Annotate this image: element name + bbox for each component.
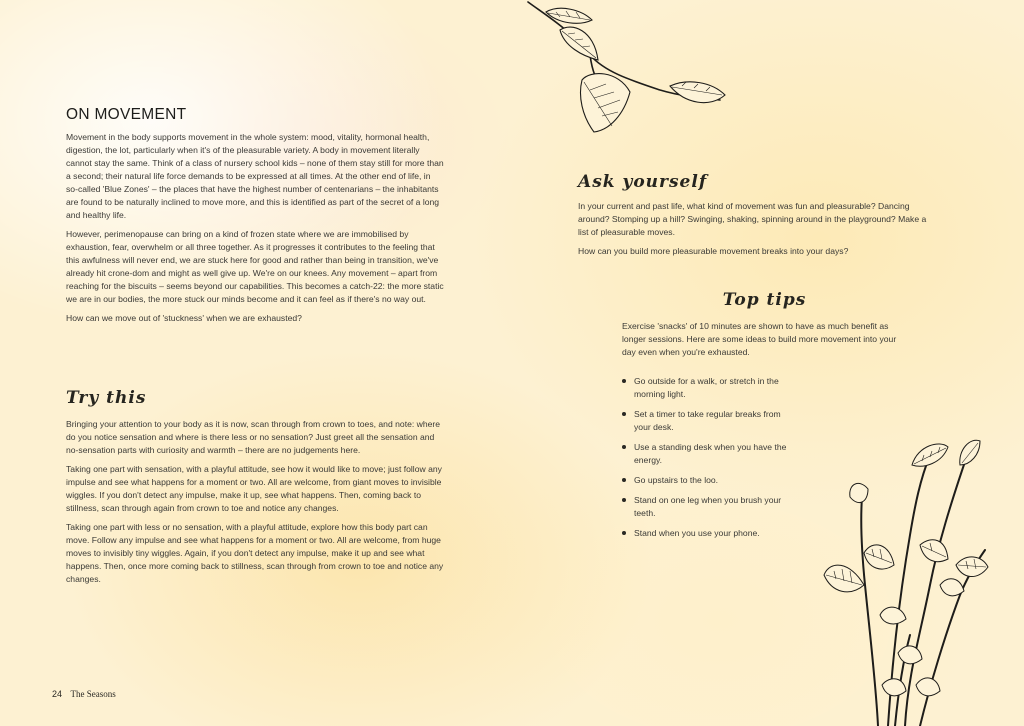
ask-yourself-heading: Ask yourself bbox=[578, 172, 708, 192]
paragraph: How can we move out of 'stuckness' when we are exhausted? bbox=[66, 313, 302, 323]
page-footer bbox=[52, 689, 116, 699]
list-item: Set a timer to take regular breaks from your desk. bbox=[622, 408, 797, 434]
paragraph: However, perimenopause can bring on a kind of frozen state where we are immobilised by exhaustion, fear, overwhelm or all three together. As it progresses it contributes to the feeling that this awfulness will never end, we are stuck here for good and rather than being in transition, we've already hit crone-dom and might as well give up. We're on our knees. Any movement – apart from reaching for the biscuits – seems beyond our capabilities. This becomes a catch-22: the more static we are in our bodies, the more stuck our minds become and it can feel as if there's no way out. bbox=[66, 229, 444, 304]
paragraph: How can you build more pleasurable movement breaks into your days? bbox=[578, 246, 849, 256]
paragraph: Taking one part with less or no sensation, with a playful attitude, explore how this body part can move. Follow any impulse and see what happens for a moment or two. All are welcome, from huge moves to invisibly tiny wiggles. Again, if you don't detect any impulse, make it up and see what happens. Then, once more coming back to stillness, scan through from crown to toe and notice any changes. bbox=[66, 522, 444, 584]
leaf-branch-illustration bbox=[520, 0, 735, 135]
paragraph: Taking one part with sensation, with a playful attitude, see how it would like to move; just follow any impulse and see what happens for a moment or two. All are welcome, from giant moves to invisible wiggles. If you don't detect any impulse, make it up, see what happens. Then, coming back to stillness, scan through again from crown to toe and notice any changes. bbox=[66, 464, 442, 513]
intro-text bbox=[66, 131, 444, 331]
list-item: Go upstairs to the loo. bbox=[622, 474, 797, 487]
ask-yourself-section bbox=[578, 172, 928, 264]
bullet-icon bbox=[622, 498, 626, 502]
top-tips-intro: Exercise 'snacks' of 10 minutes are shown to have as much benefit as longer sessions. Here are some ideas to build more movement into your day even when you're exhausted. bbox=[622, 321, 897, 357]
paragraph: In your current and past life, what kind of movement was fun and pleasurable? Dancing around? Stomping up a hill? Swinging, shaking, spinning around in the playground? Make a list of pleasurable moves. bbox=[578, 201, 927, 237]
paragraph: Bringing your attention to your body as it is now, scan through from crown to toes, and note: where do you notice sensation and where is there less or no sensation? Just greet all the sensation and no-sensation parts with curiosity and warmth – there are no judgements here. bbox=[66, 419, 441, 455]
bullet-icon bbox=[622, 412, 626, 416]
page-number: 24 bbox=[52, 689, 63, 699]
tips-list bbox=[622, 375, 797, 540]
try-this-heading: Try this bbox=[66, 388, 147, 408]
paragraph: Movement in the body supports movement in the whole system: mood, vitality, hormonal health, digestion, the lot, particularly when it's of the pleasurable variety. A body in movement literally cannot stay the same. Think of a class of nursery school kids – none of them stay still for more than a second; their natural life force demands to be expressed at all times. At the other end of life, in so-called 'Blue Zones' – the places that have the highest number of centenarians – the inhabitants are found to be naturally inclined to move more, and this is identified as part of the secret of a long and healthy life. bbox=[66, 132, 444, 220]
list-item: Stand when you use your phone. bbox=[622, 527, 797, 540]
bullet-icon bbox=[622, 379, 626, 383]
bullet-icon bbox=[622, 478, 626, 482]
list-item: Go outside for a walk, or stretch in the morning light. bbox=[622, 375, 797, 401]
top-tips-heading: Top tips bbox=[722, 290, 807, 310]
bullet-icon bbox=[622, 445, 626, 449]
list-item: Use a standing desk when you have the energy. bbox=[622, 441, 797, 467]
try-this-section bbox=[66, 388, 444, 592]
plant-stems-illustration bbox=[820, 435, 995, 726]
book-title: The Seasons bbox=[70, 689, 116, 699]
bullet-icon bbox=[622, 531, 626, 535]
list-item: Stand on one leg when you brush your teeth. bbox=[622, 494, 797, 520]
section-title: ON MOVEMENT bbox=[66, 106, 187, 123]
